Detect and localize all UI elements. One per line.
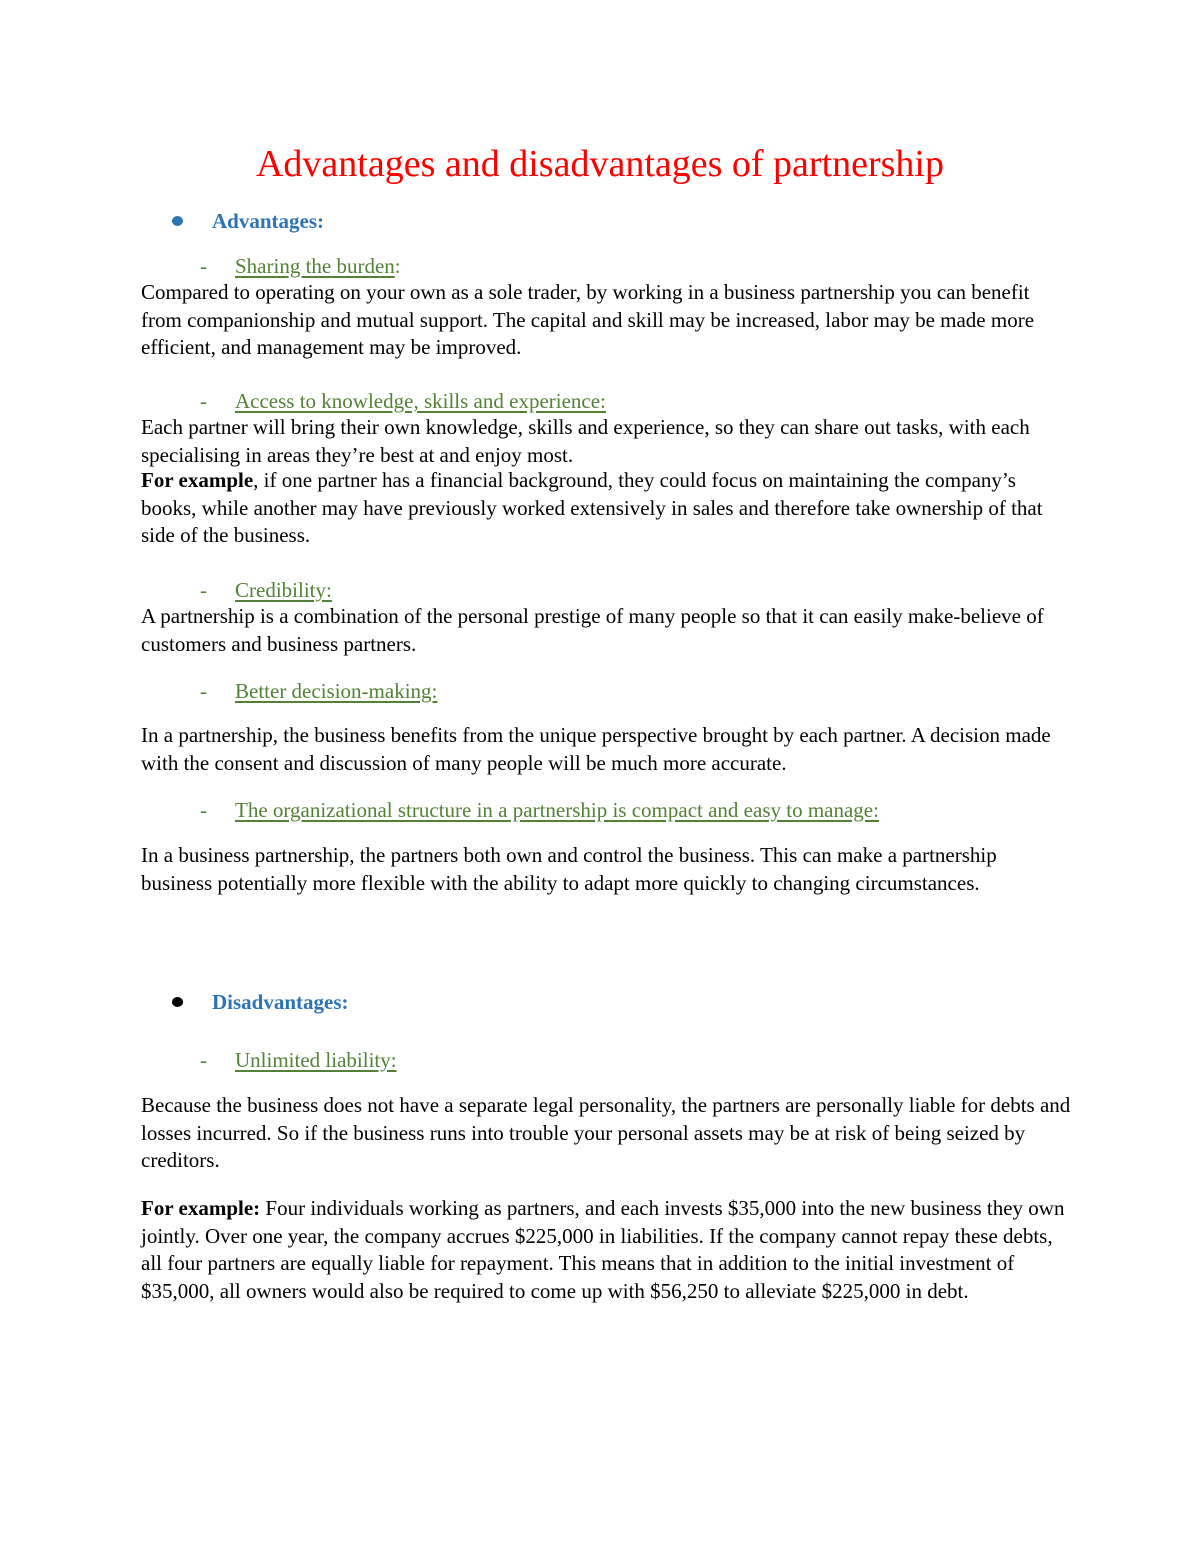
paragraph	[141, 414, 1071, 469]
dash-marker: -	[200, 1047, 207, 1072]
subheading-organizational-structure	[200, 796, 879, 824]
advantages-label: Advantages:	[212, 208, 325, 233]
disadvantages-label: Disadvantages:	[212, 989, 349, 1014]
dash-marker: -	[200, 577, 207, 602]
paragraph-text: Each partner will bring their own knowledge, skills and experience, so they can share out tasks, with each specialising in areas they’re best at and enjoy most.	[141, 415, 1030, 467]
advantages-heading	[172, 206, 324, 236]
paragraph	[141, 1195, 1071, 1305]
subheading-access-to-knowledge	[200, 387, 606, 415]
paragraph	[141, 842, 1071, 897]
dash-marker: -	[200, 253, 207, 278]
paragraph	[141, 722, 1071, 777]
paragraph	[141, 1092, 1071, 1175]
subheading-label: Better decision-making:	[235, 678, 438, 703]
document-title: Advantages and disadvantages of partnership	[255, 143, 944, 185]
paragraph-text: A partnership is a combination of the personal prestige of many people so that it can easily make-believe of customers and business partners.	[141, 604, 1044, 656]
paragraph	[141, 603, 1071, 658]
paragraph	[141, 467, 1071, 550]
paragraph-text: In a partnership, the business benefits from the unique perspective brought by each partner. A decision made with the consent and discussion of many people will be much more accurate.	[141, 723, 1051, 775]
dash-marker: -	[200, 388, 207, 413]
subheading-suffix: :	[394, 253, 401, 278]
subheading-unlimited-liability	[200, 1046, 397, 1074]
paragraph-text: Four individuals working as partners, and each invests $35,000 into the new business they own jointly. Over one year, the company accrues $225,000 in liabilities. If the company cannot repay these debts, all four partners are equally liable for repayment. This means that in addition to the initial investment of $35,000, all owners would also be required to come up with $56,250 to alleviate $225,000 in debt.	[141, 1196, 1065, 1303]
subheading-label: Access to knowledge, skills and experience:	[235, 388, 606, 413]
subheading-label: Credibility:	[235, 577, 332, 602]
subheading-credibility	[200, 576, 332, 604]
dash-marker: -	[200, 797, 207, 822]
paragraph-text: In a business partnership, the partners both own and control the business. This can make a partnership business potentially more flexible with the ability to adapt more quickly to changing circumstances.	[141, 843, 997, 895]
subheading-label: The organizational structure in a partnership is compact and easy to manage:	[235, 797, 879, 822]
paragraph-text: Compared to operating on your own as a sole trader, by working in a business partnership you can benefit from companionship and mutual support. The capital and skill may be increased, labor may be made more efficient, and management may be improved.	[141, 280, 1035, 359]
subheading-label: Sharing the burden	[235, 253, 395, 278]
bullet-icon	[172, 216, 183, 226]
bullet-icon	[172, 997, 183, 1007]
disadvantages-heading	[172, 987, 349, 1017]
subheading-sharing-the-burden	[200, 252, 401, 280]
dash-marker: -	[200, 678, 207, 703]
paragraph-lead: For example:	[141, 1196, 261, 1220]
paragraph-text: Because the business does not have a separate legal personality, the partners are personally liable for debts and losses incurred. So if the business runs into trouble your personal assets may be at risk of being seized by creditors.	[141, 1093, 1071, 1172]
paragraph-lead: For example	[141, 468, 254, 492]
subheading-better-decision-making	[200, 677, 437, 705]
paragraph	[141, 279, 1071, 362]
paragraph-text: , if one partner has a financial background, they could focus on maintaining the company’s books, while another may have previously worked extensively in sales and therefore take ownership of that side of the business.	[141, 468, 1043, 547]
subheading-label: Unlimited liability:	[235, 1047, 397, 1072]
